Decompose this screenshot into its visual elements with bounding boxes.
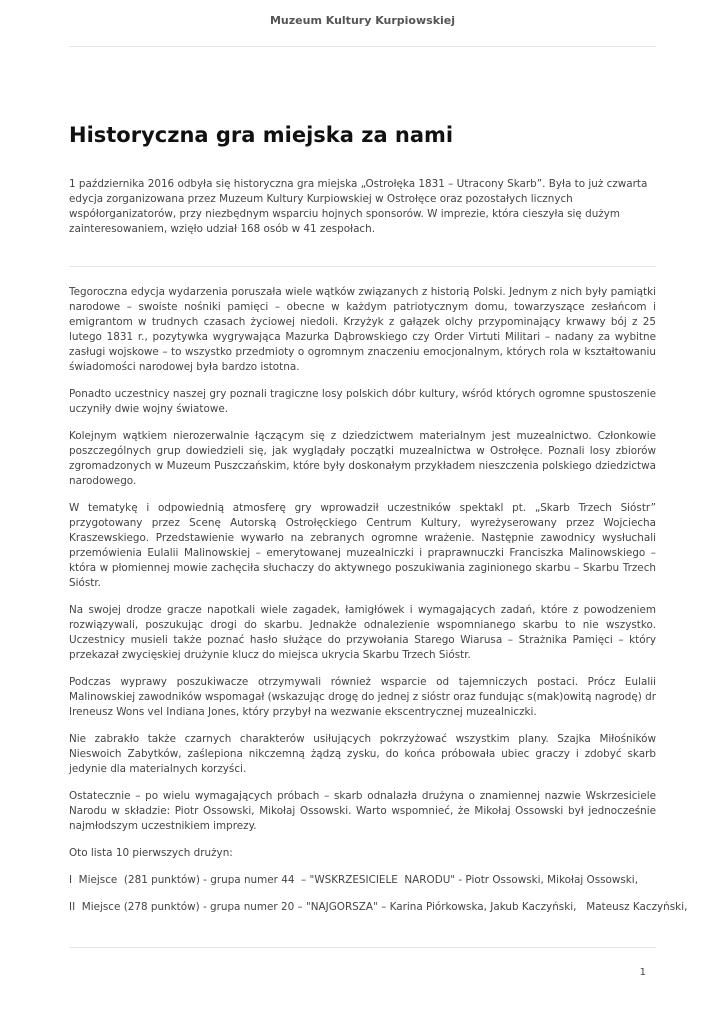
article-paragraph: Na swojej drodze gracze napotkali wiele zagadek, łamigłówek i wymagających zadań, które z powodzeniem rozwiązywali, poszukując drogi do skarbu. Jednakże odnalezienie wspomnianego skarbu to nie wszystko. Uczestnicy musieli także poznać hasło służące do przywołania Starego Wiarusa – Strażnika Pamięci – który przekazał zwycięskiej drużynie klucz do miejsca ukrycia Skarbu Trzech Sióstr. [69, 604, 656, 661]
article-paragraph: W tematykę i odpowiednią atmosferę gry wprowadził uczestników spektakl pt. „Skarb Trzech Sióstr” przygotowany przez Scenę Autorską Ostrołęckiego Centrum Kultury, wyreżyserowany przez Wojciecha Kraszewskiego. Przedstawienie wywarło na zebranych ogromne wrażenie. Następnie zawodnicy wysłuchali przemówienia Eulalii Malinowskiej – emerytowanej muzealniczki i praprawnuczki Franciszka Malinowskiego – która w płomiennej mowie zachęciła słuchaczy do aktywnego poszukiwania zaginionego skarbu – Skarbu Trzech Sióstr. [69, 502, 656, 589]
site-name: Muzeum Kultury Kurpiowskiej [269, 14, 456, 27]
header-divider [69, 46, 656, 47]
article-lead: 1 października 2016 odbyła się historyczna gra miejska „Ostrołęka 1831 – Utracony Skarb”. Była to już czwarta edycja zorganizowana przez Muzeum Kultury Kurpiowskiej w Ostrołęce oraz pozostałych licznych współorganizatorów, przy niezbędnym wsparciu hojnych sponsorów. W imprezie, która cieszyła się dużym zainteresowaniem, wzięło udział 168 osób w 41 zespołach. [69, 178, 648, 235]
article-paragraph: Podczas wyprawy poszukiwacze otrzymywali również wsparcie od tajemniczych postaci. Prócz Eulalii Malinowskiej zawodników wspomagał (wskazując drogę do jednej z sióstr oraz fundując s(mak)owitą nagrodę) dr Ireneusz Wons vel Indiana Jones, który przybył na wezwanie ekscentrycznej muzealniczki. [69, 676, 656, 718]
page-number: 1 [639, 967, 646, 978]
article-paragraph: Ponadto uczestnicy naszej gry poznali tragiczne losy polskich dóbr kultury, wśród których ogromne spustoszenie uczyniły dwie wojny światowe. [69, 388, 656, 415]
ranking-intro: Oto lista 10 pierwszych drużyn: [69, 847, 233, 859]
article-body [69, 285, 688, 927]
page-title: Historyczna gra miejska za nami [69, 123, 454, 147]
ranking-item: II Miejsce (278 punktów) - grupa numer 20 – "NAJGORSZA" – Karina Piórkowska, Jakub Kaczyński, Mateusz Kaczyński, [69, 901, 688, 913]
article-paragraph: Kolejnym wątkiem nierozerwalnie łączącym się z dziedzictwem materialnym jest muzealnictwo. Członkowie poszczególnych grup dowiedzieli się, jak wyglądały początki muzealnictwa w Ostrołęce. Poznali losy zbiorów zgromadzonych w Muzeum Puszczańskim, które były doskonałym przykładem nieszczenia polskiego dziedzictwa narodowego. [69, 430, 656, 487]
article-paragraph: Nie zabrakło także czarnych charakterów usiłujących pokrzyżować wszystkim plany. Szajka Miłośników Nieswoich Zabytków, zaślepiona nikczemną żądzą zysku, do końca próbowała ubiec graczy i zdobyć skarb jedynie dla materialnych korzyści. [69, 733, 656, 775]
ranking-item: I Miejsce (281 punktów) - grupa numer 44 – "WSKRZESICIELE NARODU" - Piotr Ossowski, Mikołaj Ossowski, [69, 874, 638, 886]
lead-divider [69, 266, 656, 267]
article-paragraph: Ostatecznie – po wielu wymagających próbach – skarb odnalazła drużyna o znamiennej nazwie Wskrzesiciele Narodu w składzie: Piotr Ossowski, Mikołaj Ossowski. Warto wspomnieć, że Mikołaj Ossowski był jednocześnie najmłodszym uczestnikiem imprezy. [69, 790, 656, 832]
article-paragraph: Tegoroczna edycja wydarzenia poruszała wiele wątków związanych z historią Polski. Jednym z nich były pamiątki narodowe – swoiste nośniki pamięci – obecne w każdym patriotycznym domu, towarzyszące zesłańcom i emigrantom w trudnych czasach życiowej niedoli. Krzyżyk z gałązek olchy przypominający krwawy bój z 25 lutego 1831 r., pozytywka wygrywająca Mazurka Dąbrowskiego czy Order Virtuti Militari – nadany za wybitne zasługi wojskowe – to wszystko przedmioty o ogromnym znaczeniu emocjonalnym, których rola w kształtowaniu świadomości narodowej była bardzo istotna. [69, 286, 656, 373]
footer-divider [69, 947, 656, 948]
